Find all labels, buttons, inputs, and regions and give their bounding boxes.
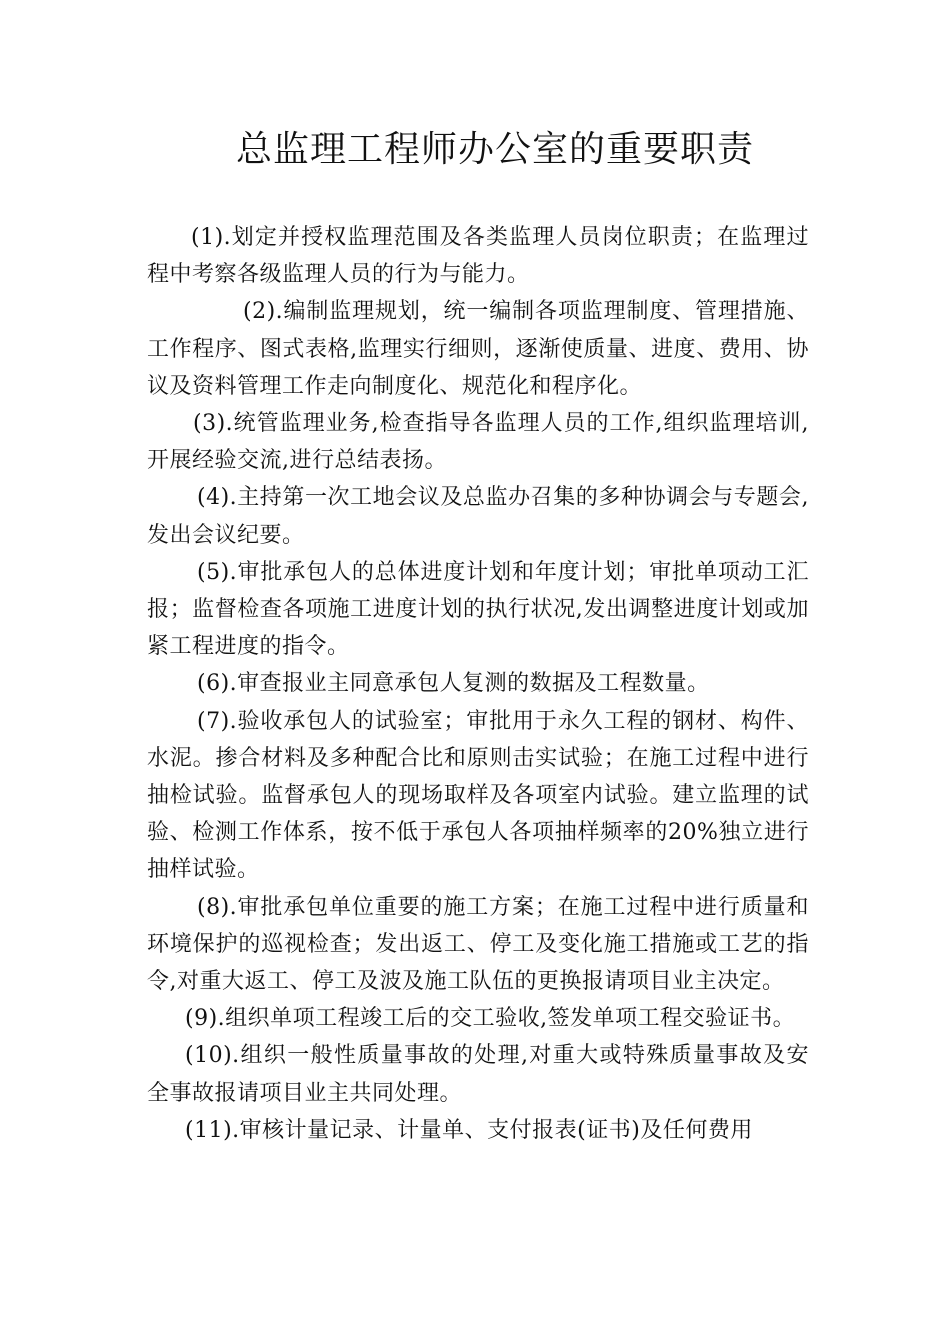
paragraph-3: (3).统管监理业务,检查指导各监理人员的工作,组织监理培训,开展经验交流,进行总结表扬。 <box>147 411 809 474</box>
paragraph-2: (2).编制监理规划，统一编制各项监理制度、管理措施、工作程序、图式表格,监理实行细则，逐渐使质量、进度、费用、协议及资料管理工作走向制度化、规范化和程序化。 <box>147 299 809 399</box>
paragraph-1: (1).划定并授权监理范围及各类监理人员岗位职责；在监理过程中考察各级监理人员的行为与能力。 <box>147 225 809 288</box>
paragraph-5: (5).审批承包人的总体进度计划和年度计划；审批单项动工汇报；监督检查各项施工进度计划的执行状况,发出调整进度计划或加紧工程进度的指令。 <box>147 559 809 660</box>
paragraph-11: (11).审核计量记录、计量单、支付报表(证书)及任何费用 <box>185 1117 753 1143</box>
paragraph-10: (10).组织一般性质量事故的处理,对重大或特殊质量事故及安全事故报请项目业主共同处理。 <box>147 1043 809 1106</box>
paragraph-9: (9).组织单项工程竣工后的交工验收,签发单项工程交验证书。 <box>185 1006 796 1032</box>
document-body <box>147 219 809 1149</box>
paragraph-4: (4).主持第一次工地会议及总监办召集的多种协调会与专题会,发出会议纪要。 <box>147 485 809 548</box>
document-title: 总监理工程师办公室的重要职责 <box>235 129 754 170</box>
paragraph-6: (6).审查报业主同意承包人复测的数据及工程数量。 <box>197 671 710 697</box>
paragraph-7: (7).验收承包人的试验室；审批用于永久工程的钢材、构件、水泥。掺合材料及多种配合比和原则击实试验；在施工过程中进行抽检试验。监督承包人的现场取样及各项室内试验。建立监理的试验、检测工作体系，按不低于承包人各项抽样频率的20%独立进行抽样试验。 <box>147 708 809 883</box>
paragraph-8: (8).审批承包单位重要的施工方案；在施工过程中进行质量和环境保护的巡视检查；发出返工、停工及变化施工措施或工艺的指令,对重大返工、停工及波及施工队伍的更换报请项目业主决定。 <box>147 894 809 995</box>
